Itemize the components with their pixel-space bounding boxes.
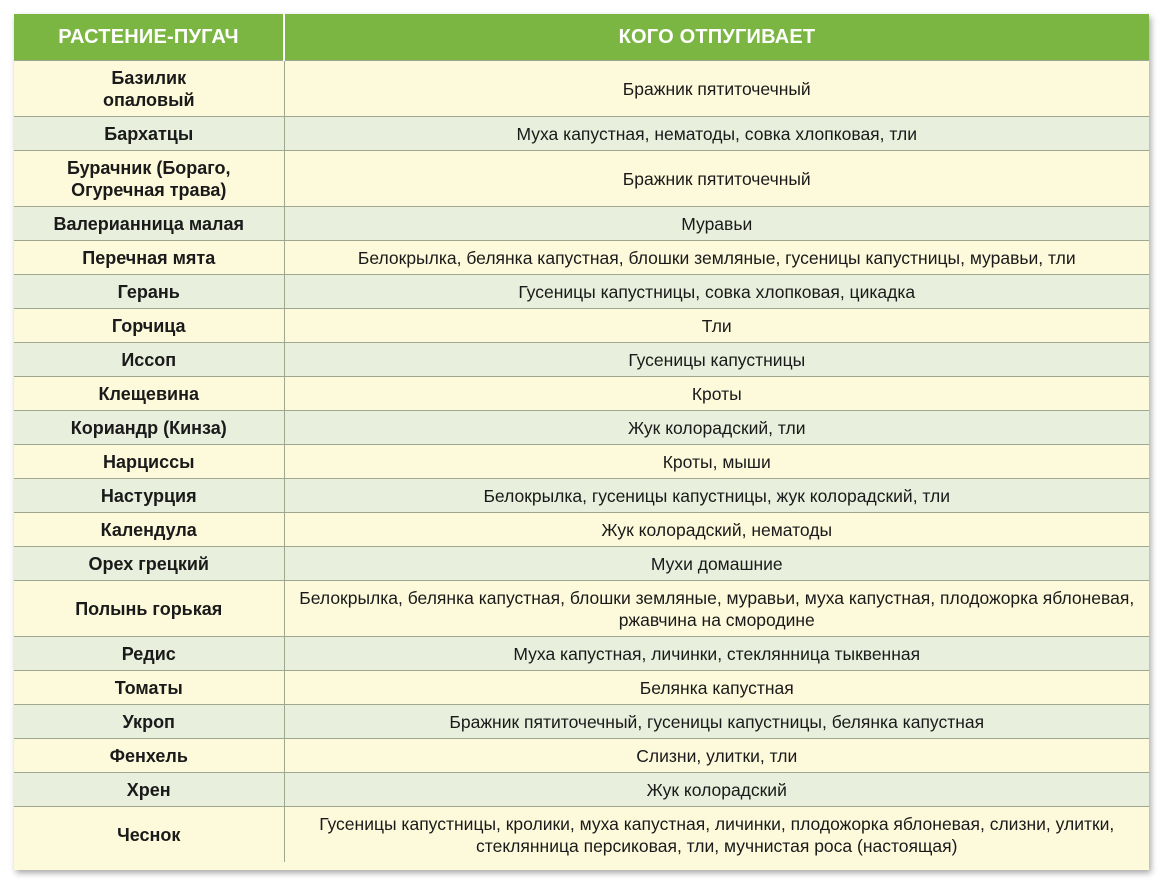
repels-cell: Муравьи [284,207,1149,241]
repels-cell: Бражник пятиточечный, гусеницы капустницы, белянка капустная [284,705,1149,739]
table-row [14,411,1149,445]
plant-cell: Горчица [14,309,284,343]
plant-cell: Иссоп [14,343,284,377]
repels-cell: Муха капустная, личинки, стеклянница тыквенная [284,637,1149,671]
plant-repellent-table [14,14,1149,862]
plant-cell: Фенхель [14,739,284,773]
plant-cell: Настурция [14,479,284,513]
table-row [14,445,1149,479]
table-row [14,377,1149,411]
repels-cell: Жук колорадский [284,773,1149,807]
repels-cell: Жук колорадский, тли [284,411,1149,445]
plant-cell: Календула [14,513,284,547]
table-row [14,343,1149,377]
table-row [14,807,1149,863]
repels-cell: Муха капустная, нематоды, совка хлопковая, тли [284,117,1149,151]
repels-cell: Тли [284,309,1149,343]
repels-cell: Слизни, улитки, тли [284,739,1149,773]
repels-cell: Кроты, мыши [284,445,1149,479]
plant-cell: Полынь горькая [14,581,284,637]
plant-cell: Бархатцы [14,117,284,151]
repels-cell: Бражник пятиточечный [284,61,1149,117]
table-row [14,513,1149,547]
repels-cell: Мухи домашние [284,547,1149,581]
table-header-row [14,14,1149,61]
plant-cell: Редис [14,637,284,671]
table-row [14,773,1149,807]
column-header-repels: КОГО ОТПУГИВАЕТ [284,14,1149,61]
column-header-plant: РАСТЕНИЕ-ПУГАЧ [14,14,284,61]
plant-cell: Нарциссы [14,445,284,479]
table-row [14,241,1149,275]
repels-cell: Белокрылка, гусеницы капустницы, жук колорадский, тли [284,479,1149,513]
plant-cell: Укроп [14,705,284,739]
table-row [14,151,1149,207]
table-row [14,61,1149,117]
plant-cell: Клещевина [14,377,284,411]
table-row [14,705,1149,739]
table-row [14,117,1149,151]
table-row [14,581,1149,637]
repels-cell: Жук колорадский, нематоды [284,513,1149,547]
plant-cell: Герань [14,275,284,309]
plant-cell: Бурачник (Бораго, Огуречная трава) [14,151,284,207]
repels-cell: Белокрылка, белянка капустная, блошки земляные, муравьи, муха капустная, плодожорка яблоневая, ржавчина на смородине [284,581,1149,637]
plant-cell: Кориандр (Кинза) [14,411,284,445]
table-row [14,479,1149,513]
table-row [14,671,1149,705]
table-row [14,207,1149,241]
plant-cell: Орех грецкий [14,547,284,581]
plant-cell: Перечная мята [14,241,284,275]
repels-cell: Гусеницы капустницы [284,343,1149,377]
plant-cell: Валерианница малая [14,207,284,241]
table-row [14,309,1149,343]
repels-cell: Белокрылка, белянка капустная, блошки земляные, гусеницы капустницы, муравьи, тли [284,241,1149,275]
repels-cell: Кроты [284,377,1149,411]
plant-cell: Томаты [14,671,284,705]
table-row [14,275,1149,309]
plant-repellent-table-frame [14,14,1149,870]
repels-cell: Гусеницы капустницы, совка хлопковая, цикадка [284,275,1149,309]
repels-cell: Бражник пятиточечный [284,151,1149,207]
plant-cell: Чеснок [14,807,284,863]
repels-cell: Гусеницы капустницы, кролики, муха капустная, личинки, плодожорка яблоневая, слизни, улитки, стеклянница персиковая, тли, мучнистая роса (настоящая) [284,807,1149,863]
repels-cell: Белянка капустная [284,671,1149,705]
plant-cell: Базилик опаловый [14,61,284,117]
plant-cell: Хрен [14,773,284,807]
table-row [14,547,1149,581]
table-row [14,637,1149,671]
table-row [14,739,1149,773]
